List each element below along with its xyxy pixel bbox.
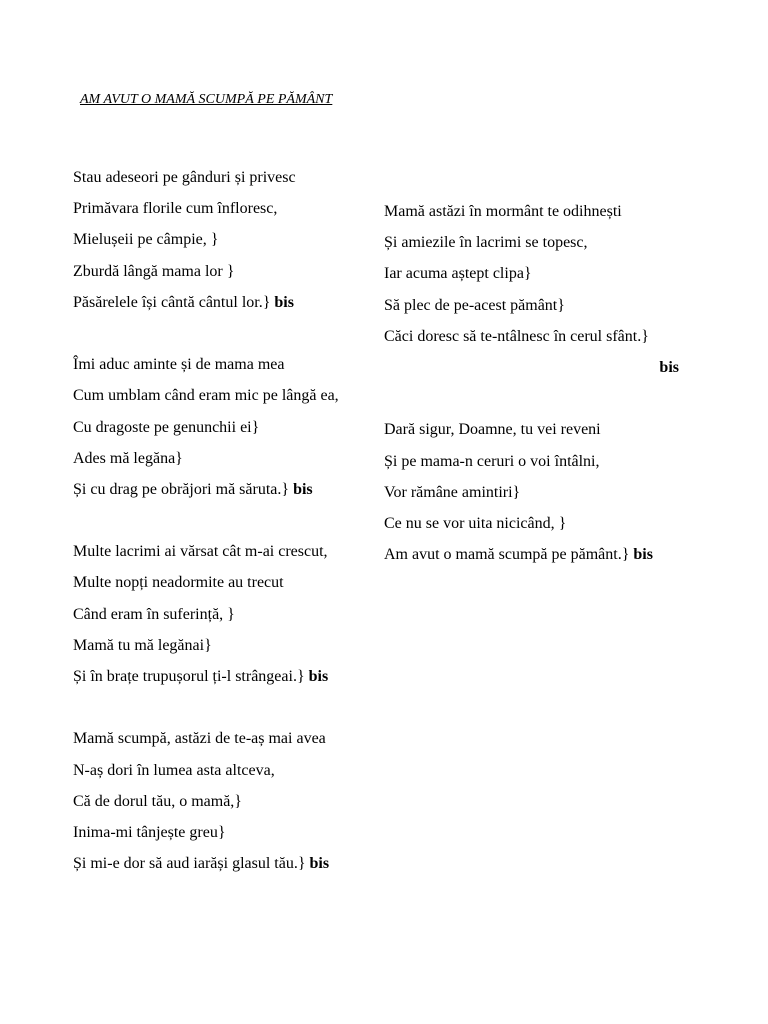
lyric-line (384, 227, 704, 258)
lyric-line (73, 256, 383, 287)
lyric-line (73, 599, 383, 630)
lyric-line (73, 193, 383, 224)
stanza (73, 162, 383, 318)
stanza (73, 536, 383, 692)
bis-marker: bis (659, 358, 679, 376)
stanza (73, 723, 383, 879)
lyric-text: Și pe mama-n ceruri o voi întâlni, (384, 452, 600, 470)
lyric-text: Mamă tu mă legănai} (73, 636, 212, 654)
bis-marker: bis (293, 480, 313, 498)
lyric-line (73, 380, 383, 411)
lyric-text: Și mi-e dor să aud iarăși glasul tău.} (73, 855, 306, 873)
lyric-line (384, 446, 704, 477)
bis-marker: bis (309, 855, 330, 873)
lyric-text: Mielușeii pe câmpie, } (73, 231, 219, 249)
lyric-line (384, 258, 704, 289)
lyric-line (384, 508, 704, 539)
lyric-line (73, 443, 383, 474)
lyric-line (384, 477, 704, 508)
bis-marker: bis (633, 546, 653, 564)
right-column (384, 196, 704, 570)
left-column (73, 162, 383, 879)
lyric-text: Iar acuma aștept clipa} (384, 265, 532, 283)
lyric-text: Păsărelele își cântă cântul lor.} (73, 293, 271, 311)
lyric-line (384, 196, 704, 227)
lyric-text: Și cu drag pe obrăjori mă săruta.} (73, 480, 290, 498)
lyric-text: Și în brațe trupușorul ți-l strângeai.} (73, 668, 305, 685)
lyric-text: Primăvara florile cum înfloresc, (73, 200, 278, 218)
lyric-text: Mamă scumpă, astăzi de te-aș mai avea (73, 730, 326, 748)
lyric-line (73, 661, 383, 692)
lyric-text: Când eram în suferință, } (73, 605, 235, 623)
lyric-line (73, 567, 383, 598)
lyric-line (384, 539, 704, 570)
lyric-line (384, 290, 704, 321)
lyric-line (73, 723, 383, 754)
lyric-text: Că de dorul tău, o mamă,} (73, 792, 242, 810)
lyric-text: Ades mă legăna} (73, 449, 183, 467)
lyric-text: Cu dragoste pe genunchii ei} (73, 418, 260, 436)
lyric-line (73, 474, 383, 505)
lyric-line (73, 755, 383, 786)
lyric-line (73, 412, 383, 443)
lyric-text: Am avut o mamă scumpă pe pământ.} (384, 546, 630, 564)
stanza (384, 196, 704, 383)
bis-marker: bis (274, 293, 294, 311)
lyric-text: Multe nopți neadormite au trecut (73, 574, 284, 592)
bis-marker: bis (308, 668, 329, 685)
stanza-gap (73, 692, 383, 723)
lyric-text: Zburdă lângă mama lor } (73, 262, 235, 280)
lyric-line (73, 536, 383, 567)
stanza-gap (73, 505, 383, 536)
lyric-line (73, 224, 383, 255)
lyric-text: Stau adeseori pe gânduri și privesc (73, 169, 296, 186)
lyric-text: N-aș dori în lumea asta altceva, (73, 761, 275, 779)
lyric-line (384, 321, 704, 352)
lyric-line (73, 287, 383, 318)
lyric-text: Îmi aduc aminte și de mama mea (73, 356, 285, 374)
lyric-line (73, 630, 383, 661)
stanza-gap (384, 383, 704, 414)
lyric-text: Ce nu se vor uita nicicând, } (384, 514, 567, 532)
lyric-line (384, 414, 704, 445)
lyric-text: Să plec de pe-acest pământ} (384, 296, 565, 314)
document-title: AM AVUT O MAMĂ SCUMPĂ PE PĂMÂNT (80, 92, 333, 107)
lyric-text: Și amiezile în lacrimi se topesc, (384, 234, 588, 252)
lyric-line (73, 162, 383, 193)
lyric-text: Dară sigur, Doamne, tu vei reveni (384, 421, 601, 439)
lyric-line (73, 817, 383, 848)
lyric-line (73, 848, 383, 879)
lyric-text: Multe lacrimi ai vărsat cât m-ai crescut, (73, 543, 328, 561)
lyric-line (73, 786, 383, 817)
lyric-text: Cum umblam când eram mic pe lângă ea, (73, 387, 339, 405)
lyric-line (73, 349, 383, 380)
lyric-text: Inima-mi tânjește greu} (73, 823, 226, 841)
lyric-text: Mamă astăzi în mormânt te odihnești (384, 203, 622, 220)
stanza-gap (73, 318, 383, 349)
stanza (384, 414, 704, 570)
lyric-text: Căci doresc să te-ntâlnesc în cerul sfânt.} (384, 327, 649, 345)
stanza (73, 349, 383, 505)
lyric-text: Vor rămâne amintiri} (384, 483, 521, 501)
